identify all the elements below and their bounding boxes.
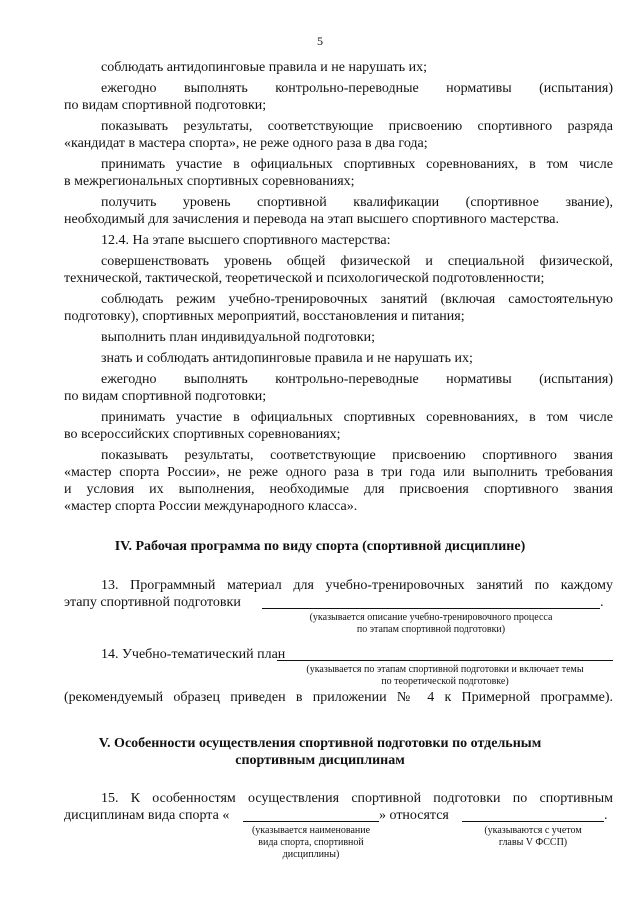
hint-14-line1: (указывается по этапам спортивной подготовки и включает темы [306,664,584,675]
hint-15-left-line1: (указывается наименование [251,825,371,836]
text-line: и условия их выполнения, необходимые для присвоения спортивного звания [64,482,613,497]
hint-15-left-line3: дисциплины) [282,849,340,860]
paragraph-14-cont: (рекомендуемый образец приведен в приложении № 4 к Примерной программе). [64,690,613,705]
blank-sport-name [243,821,379,822]
text-line: совершенствовать уровень общей физической и специальной физической, [101,254,613,269]
text-line: «мастер спорта России», не реже одного раза в три года или выполнить требования [64,465,613,480]
blank-specifics [462,821,604,822]
section-5-heading-line1: V. Особенности осуществления спортивной подготовки по отдельным [98,736,542,751]
hint-13-line2: по этапам спортивной подготовки) [356,624,506,635]
text-line: показывать результаты, соответствующие присвоению спортивного звания [101,448,613,463]
section-4-heading: IV. Рабочая программа по виду спорта (спортивной дисциплине) [114,539,526,554]
text-line: получить уровень спортивной квалификации (спортивное звание), [101,195,613,210]
text-line: знать и соблюдать антидопинговые правила и не нарушать их; [101,351,473,366]
section-5-heading-line2: спортивным дисциплинам [235,753,405,768]
hint-15-left-line2: вида спорта, спортивной [258,837,364,848]
paragraph-15-mid: » относятся [379,808,449,823]
text-line: соблюдать режим учебно-тренировочных занятий (включая самостоятельную [101,292,613,307]
hint-15-right-line2: главы V ФССП) [498,837,568,848]
paragraph-13-cont: этапу спортивной подготовки [64,595,241,610]
paragraph-13: 13. Программный материал для учебно-тренировочных занятий по каждому [101,578,613,593]
text-line: по видам спортивной подготовки; [64,98,267,113]
text-line: показывать результаты, соответствующие присвоению спортивного разряда [101,119,613,134]
paragraph-15-start: дисциплинам вида спорта « [64,808,230,823]
text-line: технической, тактической, теоретической и психологической подготовленности; [64,271,545,286]
text-line: во всероссийских спортивных соревнованиях; [64,427,341,442]
text-line: «мастер спорта России международного класса». [64,499,358,514]
text-line: ежегодно выполнять контрольно-переводные нормативы (испытания) [101,372,613,387]
text-line: принимать участие в официальных спортивных соревнованиях, в том числе [101,410,613,425]
paragraph-14: 14. Учебно-тематический план [101,647,286,662]
text-line: «кандидат в мастера спорта», не реже одного раза в два года; [64,136,428,151]
hint-14-line2: по теоретической подготовке) [381,676,509,687]
page-number: 5 [317,34,323,48]
period: . [600,595,604,610]
hint-15-right-line1: (указываются с учетом [484,825,582,836]
paragraph-15: 15. К особенностям осуществления спортивной подготовки по спортивным [101,791,613,806]
blank-line-13 [262,608,600,609]
section-heading-12-4: 12.4. На этапе высшего спортивного мастерства: [101,233,391,248]
text-line: выполнить план индивидуальной подготовки; [101,330,375,345]
period: . [604,808,608,823]
text-line: ежегодно выполнять контрольно-переводные нормативы (испытания) [101,81,613,96]
text-line: необходимый для зачисления и перевода на этап высшего спортивного мастерства. [64,212,559,227]
blank-line-14 [277,660,613,661]
text-line: по видам спортивной подготовки; [64,389,267,404]
text-line: в межрегиональных спортивных соревнованиях; [64,174,355,189]
text-line: соблюдать антидопинговые правила и не нарушать их; [101,60,427,75]
hint-13-line1: (указывается описание учебно-тренировочного процесса [309,612,553,623]
text-line: подготовку), спортивных мероприятий, восстановления и питания; [64,309,465,324]
text-line: принимать участие в официальных спортивных соревнованиях, в том числе [101,157,613,172]
